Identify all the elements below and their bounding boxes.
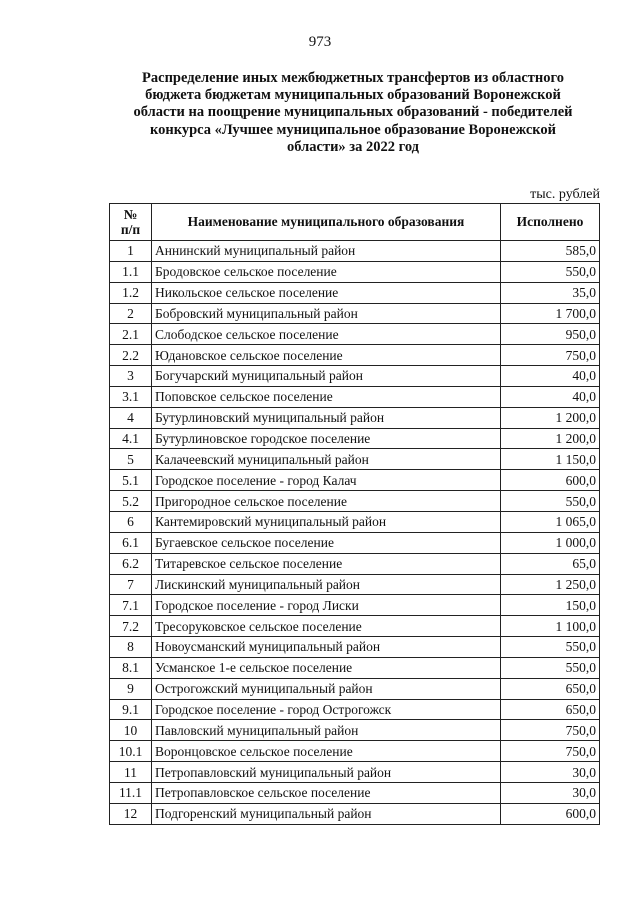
- table-row: [110, 616, 600, 637]
- row-number: 10.1: [110, 741, 152, 762]
- row-value: 1 200,0: [501, 407, 600, 428]
- page-number: 973: [308, 34, 332, 50]
- row-name: Аннинский муниципальный район: [152, 241, 501, 262]
- header-value: Исполнено: [501, 204, 600, 241]
- header-number-abbrev: п/п: [120, 222, 141, 237]
- row-number: 6.2: [110, 553, 152, 574]
- row-value: 1 000,0: [501, 532, 600, 553]
- row-number: 12: [110, 803, 152, 824]
- table-row: [110, 241, 600, 262]
- row-number: 8.1: [110, 657, 152, 678]
- row-name: Бродовское сельское поселение: [152, 261, 501, 282]
- row-value: 600,0: [501, 803, 600, 824]
- row-value: 40,0: [501, 366, 600, 387]
- row-value: 750,0: [501, 345, 600, 366]
- row-number: 4: [110, 407, 152, 428]
- row-number: 9: [110, 678, 152, 699]
- row-name: Юдановское сельское поселение: [152, 345, 501, 366]
- table-row: [110, 407, 600, 428]
- row-name: Кантемировский муниципальный район: [152, 511, 501, 532]
- row-number: 7: [110, 574, 152, 595]
- table-row: [110, 595, 600, 616]
- table-row: [110, 803, 600, 824]
- row-name: Бугаевское сельское поселение: [152, 532, 501, 553]
- row-value: 550,0: [501, 637, 600, 658]
- row-number: 5.2: [110, 491, 152, 512]
- row-number: 1: [110, 241, 152, 262]
- table-header-row: [110, 204, 600, 241]
- table-row: [110, 741, 600, 762]
- row-value: 65,0: [501, 553, 600, 574]
- header-name: Наименование муниципального образования: [152, 204, 501, 241]
- table-row: [110, 261, 600, 282]
- row-value: 1 150,0: [501, 449, 600, 470]
- transfers-table: [109, 203, 600, 825]
- table-row: [110, 366, 600, 387]
- row-name: Городское поселение - город Лиски: [152, 595, 501, 616]
- row-name: Никольское сельское поселение: [152, 282, 501, 303]
- table-row: [110, 428, 600, 449]
- row-name: Острогожский муниципальный район: [152, 678, 501, 699]
- row-number: 10: [110, 720, 152, 741]
- row-number: 2.2: [110, 345, 152, 366]
- document-title: [112, 70, 594, 156]
- row-number: 4.1: [110, 428, 152, 449]
- row-value: 950,0: [501, 324, 600, 345]
- row-name: Поповское сельское поселение: [152, 386, 501, 407]
- row-number: 11.1: [110, 782, 152, 803]
- row-number: 7.1: [110, 595, 152, 616]
- row-name: Городское поселение - город Калач: [152, 470, 501, 491]
- row-number: 6: [110, 511, 152, 532]
- row-value: 650,0: [501, 678, 600, 699]
- row-name: Пригородное сельское поселение: [152, 491, 501, 512]
- row-number: 5: [110, 449, 152, 470]
- row-number: 7.2: [110, 616, 152, 637]
- table-body: [110, 241, 600, 825]
- row-number: 3.1: [110, 386, 152, 407]
- row-value: 150,0: [501, 595, 600, 616]
- row-number: 2: [110, 303, 152, 324]
- row-name: Бутурлиновское городское поселение: [152, 428, 501, 449]
- table-row: [110, 637, 600, 658]
- row-name: Усманское 1-е сельское поселение: [152, 657, 501, 678]
- row-name: Слободское сельское поселение: [152, 324, 501, 345]
- title-line: конкурса «Лучшее муниципальное образование Воронежской: [149, 121, 557, 138]
- table-row: [110, 303, 600, 324]
- row-name: Бутурлиновский муниципальный район: [152, 407, 501, 428]
- table-row: [110, 386, 600, 407]
- table-row: [110, 678, 600, 699]
- row-value: 30,0: [501, 762, 600, 783]
- table-row: [110, 345, 600, 366]
- row-value: 1 700,0: [501, 303, 600, 324]
- table-row: [110, 532, 600, 553]
- title-line: бюджета бюджетам муниципальных образований Воронежской: [145, 87, 561, 104]
- table-row: [110, 449, 600, 470]
- table-row: [110, 282, 600, 303]
- row-name: Тресоруковское сельское поселение: [152, 616, 501, 637]
- row-number: 11: [110, 762, 152, 783]
- row-value: 1 200,0: [501, 428, 600, 449]
- table-row: [110, 574, 600, 595]
- row-value: 750,0: [501, 741, 600, 762]
- row-value: 1 250,0: [501, 574, 600, 595]
- table-row: [110, 491, 600, 512]
- row-name: Калачеевский муниципальный район: [152, 449, 501, 470]
- row-number: 8: [110, 637, 152, 658]
- table-row: [110, 699, 600, 720]
- table-row: [110, 324, 600, 345]
- row-name: Новоусманский муниципальный район: [152, 637, 501, 658]
- table-row: [110, 657, 600, 678]
- row-value: 550,0: [501, 261, 600, 282]
- row-value: 650,0: [501, 699, 600, 720]
- title-line: области» за 2022 год: [286, 138, 420, 155]
- table-row: [110, 511, 600, 532]
- title-line: области на поощрение муниципальных образований - победителей: [133, 104, 573, 121]
- row-value: 1 100,0: [501, 616, 600, 637]
- title-line: Распределение иных межбюджетных трансфертов из областного: [142, 70, 564, 86]
- table-row: [110, 553, 600, 574]
- row-value: 30,0: [501, 782, 600, 803]
- units-label: тыс. рублей: [530, 187, 600, 202]
- table-row: [110, 762, 600, 783]
- row-value: 1 065,0: [501, 511, 600, 532]
- row-value: 550,0: [501, 657, 600, 678]
- row-value: 550,0: [501, 491, 600, 512]
- row-name: Лискинский муниципальный район: [152, 574, 501, 595]
- row-number: 6.1: [110, 532, 152, 553]
- row-number: 1.1: [110, 261, 152, 282]
- row-name: Городское поселение - город Острогожск: [152, 699, 501, 720]
- table-row: [110, 782, 600, 803]
- row-value: 40,0: [501, 386, 600, 407]
- row-name: Петропавловский муниципальный район: [152, 762, 501, 783]
- row-value: 750,0: [501, 720, 600, 741]
- row-number: 5.1: [110, 470, 152, 491]
- row-value: 35,0: [501, 282, 600, 303]
- row-name: Богучарский муниципальный район: [152, 366, 501, 387]
- table-row: [110, 470, 600, 491]
- row-number: 2.1: [110, 324, 152, 345]
- row-name: Павловский муниципальный район: [152, 720, 501, 741]
- row-name: Подгоренский муниципальный район: [152, 803, 501, 824]
- table-row: [110, 720, 600, 741]
- row-name: Титаревское сельское поселение: [152, 553, 501, 574]
- row-name: Петропавловское сельское поселение: [152, 782, 501, 803]
- row-number: 1.2: [110, 282, 152, 303]
- row-value: 600,0: [501, 470, 600, 491]
- row-number: 9.1: [110, 699, 152, 720]
- row-number: 3: [110, 366, 152, 387]
- row-value: 585,0: [501, 241, 600, 262]
- header-number: [110, 204, 152, 241]
- row-name: Воронцовское сельское поселение: [152, 741, 501, 762]
- row-name: Бобровский муниципальный район: [152, 303, 501, 324]
- header-number-symbol: №: [123, 207, 138, 222]
